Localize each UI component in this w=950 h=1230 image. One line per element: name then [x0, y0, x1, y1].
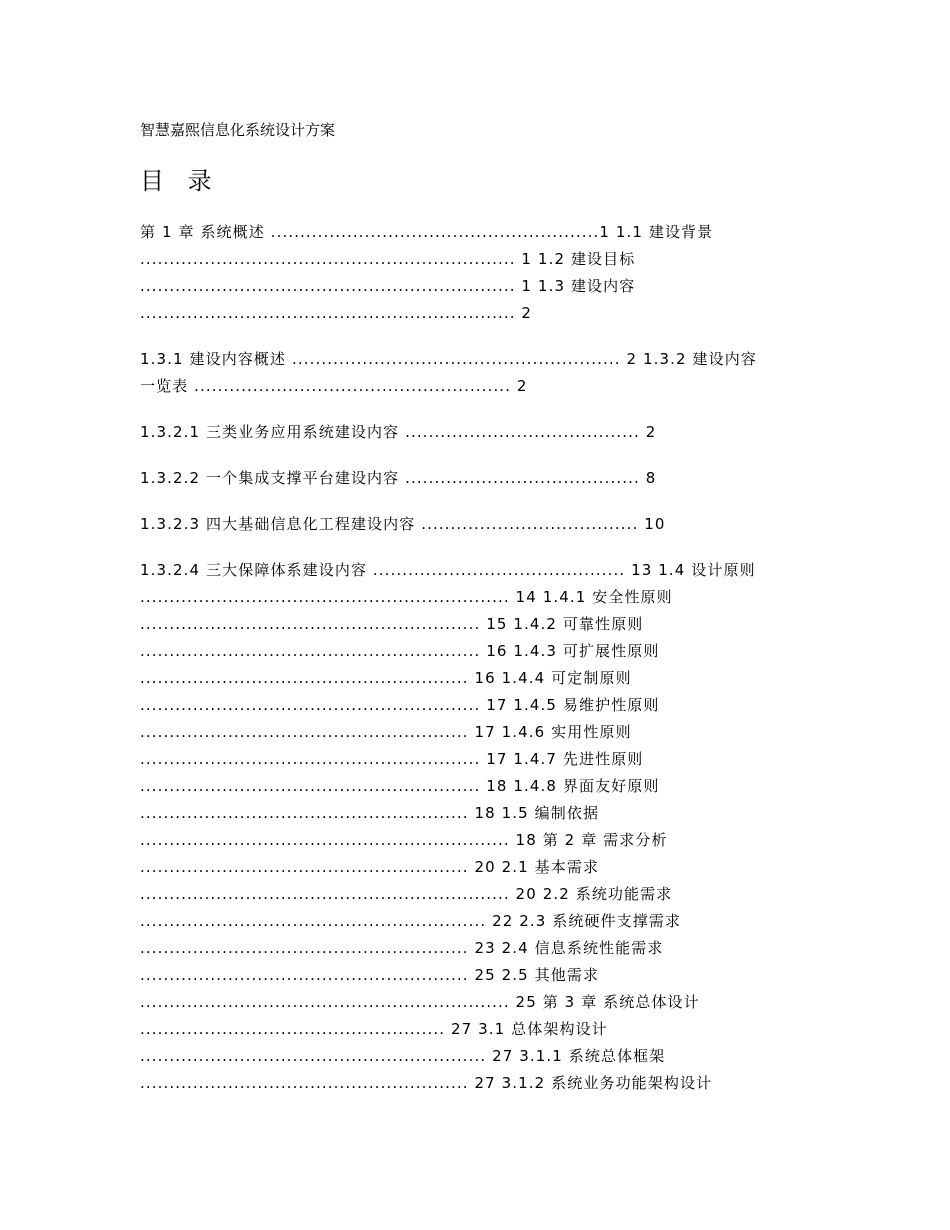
toc-line: ........................................................ 16 1.4.4 可定制原则: [140, 669, 632, 687]
toc-line: 1.3.1 建设内容概述 ........................................................ 2 1.3.2 建设内容: [140, 350, 757, 368]
toc-line: ........................................................ 23 2.4 信息系统性能需求: [140, 939, 664, 957]
toc-line: ........................................................ 17 1.4.6 实用性原则: [140, 723, 632, 741]
toc-title: 目 录: [140, 167, 220, 195]
toc-line: ............................................................... 18 第 2 章 需求分析: [140, 831, 668, 849]
toc-line: 第 1 章 系统概述 ........................................................1 1.1 建设背景: [140, 223, 714, 241]
toc-line: ................................................................ 1 1.3 建设内容: [140, 277, 636, 295]
toc-line: 1.3.2.1 三类业务应用系统建设内容 ........................................ 2: [140, 423, 657, 441]
toc-line: ................................................................ 1 1.2 建设目标: [140, 250, 636, 268]
toc-line: 1.3.2.3 四大基础信息化工程建设内容 ..................................... 10: [140, 515, 666, 533]
toc-line: .......................................................... 16 1.4.3 可扩展性原则: [140, 642, 660, 660]
document-header: 智慧嘉熙信息化系统设计方案: [140, 121, 336, 139]
toc-line: ........................................................ 20 2.1 基本需求: [140, 858, 600, 876]
toc-line: 一览表 ...................................................... 2: [140, 377, 528, 395]
toc-line: ........................................................ 25 2.5 其他需求: [140, 966, 600, 984]
toc-line: 1.3.2.4 三大保障体系建设内容 ........................................... 13 1.4 设计原则: [140, 561, 756, 579]
toc-line: ........................................................ 27 3.1.2 系统业务功能架构设计: [140, 1074, 713, 1092]
toc-line: .......................................................... 18 1.4.8 界面友好原则: [140, 777, 660, 795]
toc-line: .................................................... 27 3.1 总体架构设计: [140, 1020, 608, 1038]
toc-line: ................................................................ 2: [140, 304, 533, 322]
toc-line: ............................................................... 25 第 3 章 系统总体设计: [140, 993, 700, 1011]
toc-line: .......................................................... 17 1.4.5 易维护性原则: [140, 696, 660, 714]
toc-line: .......................................................... 15 1.4.2 可靠性原则: [140, 615, 644, 633]
toc-line: 1.3.2.2 一个集成支撑平台建设内容 ........................................ 8: [140, 469, 657, 487]
toc-line: ............................................................... 20 2.2 系统功能需求: [140, 885, 673, 903]
toc-line: ........................................................ 18 1.5 编制依据: [140, 804, 600, 822]
toc-line: ........................................................... 27 3.1.1 系统总体框架: [140, 1047, 666, 1065]
toc-line: ........................................................... 22 2.3 系统硬件支撑需求: [140, 912, 682, 930]
toc-line: ............................................................... 14 1.4.1 安全性原则: [140, 588, 673, 606]
toc-line: .......................................................... 17 1.4.7 先进性原则: [140, 750, 644, 768]
